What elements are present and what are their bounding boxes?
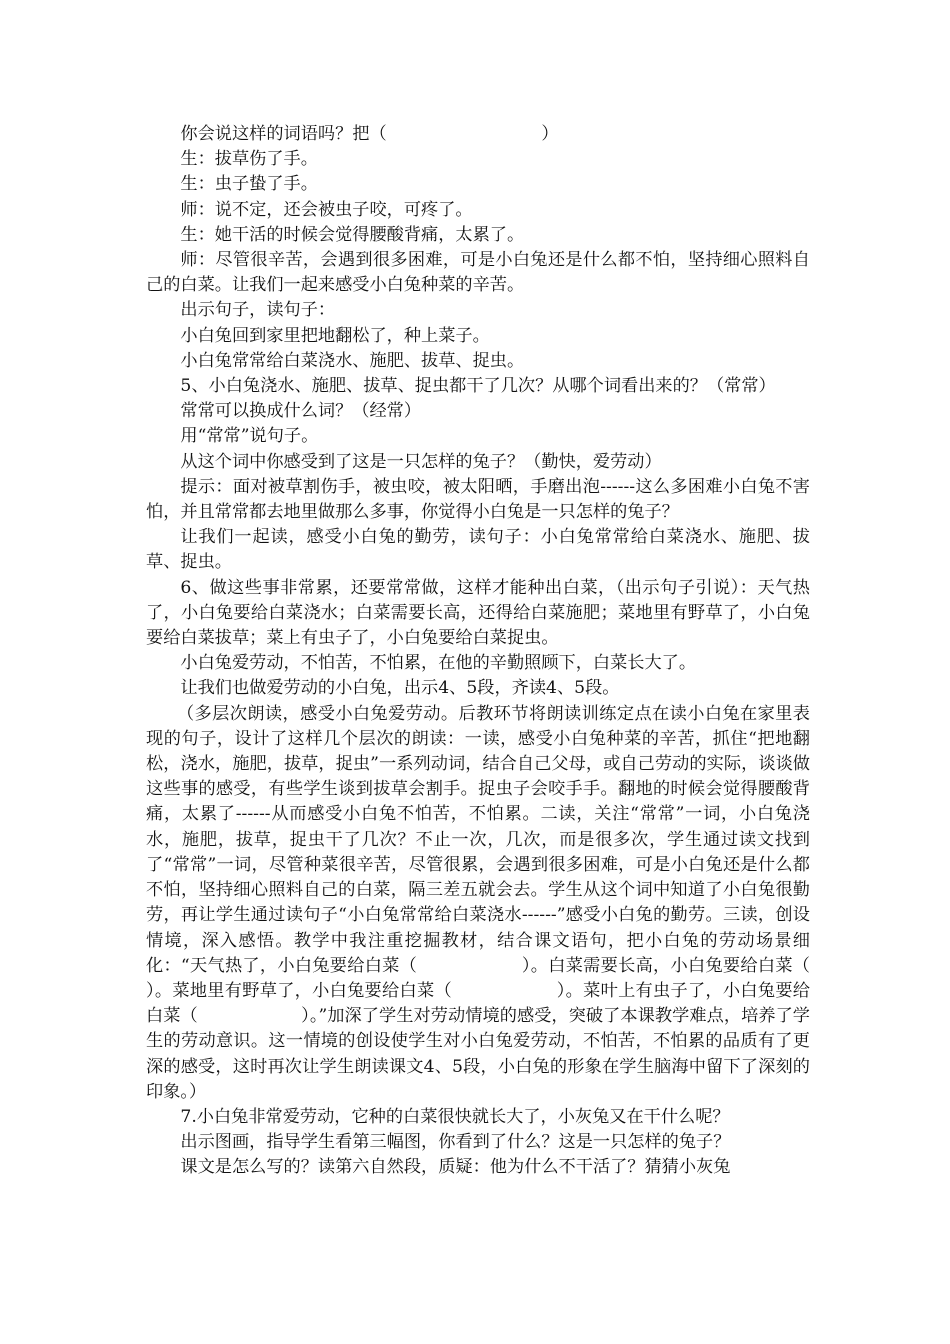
paragraph-hint: 提示：面对被草割伤手，被虫咬，被太阳晒，手磨出泡------这么多困难小白兔不害怕，并且常常都去地里做那么多事，你觉得小白兔是一只怎样的兔子？ xyxy=(146,476,810,523)
paragraph-step-7: 7.小白兔非常爱劳动，它种的白菜很快就长大了，小灰兔又在干什么呢？ xyxy=(180,1106,730,1127)
paragraph-student-answer-1: 生：拔草伤了手。 xyxy=(180,149,318,170)
paragraph-student-answer-2: 生：虫子蛰了手。 xyxy=(180,174,318,195)
paragraph-prompt-question: 你会说这样的词语吗？把（ ） xyxy=(180,124,559,144)
paragraph-step-5: 5、小白兔浇水、施肥、拔草、捉虫都干了几次？从哪个词看出来的？（常常） xyxy=(180,376,776,397)
paragraph-summary: 小白兔爱劳动，不怕苦，不怕累，在他的辛勤照顾下，白菜长大了。 xyxy=(180,653,697,674)
document-page xyxy=(146,122,914,1181)
paragraph-read-together: 让我们一起读，感受小白兔的勤劳，读句子：小白兔常常给白菜浇水、施肥、拔草、捉虫。 xyxy=(146,527,810,573)
paragraph-sentence-2: 小白兔常常给白菜浇水、施肥、拔草、捉虫。 xyxy=(180,350,525,371)
paragraph-show-sentence: 出示句子，读句子： xyxy=(180,300,336,321)
paragraph-step-6: 6、做这些事非常累，还要常常做，这样才能种出白菜，（出示句子引说）：天气热了，小白兔要给白菜浇水；白菜需要长高，还得给白菜施肥；菜地里有野草了，小白兔要给白菜拔草；菜上有虫子了，小白兔要给白菜捉虫。 xyxy=(146,577,810,649)
paragraph-text-question: 课文是怎么写的？读第六自然段，质疑：他为什么不干活了？猜猜小灰兔 xyxy=(180,1157,731,1178)
paragraph-teacher-remark-2: 师：尽管很辛苦，会遇到很多困难，可是小白兔还是什么都不怕，坚持细心照料自己的白菜。让我们一起来感受小白兔种菜的辛苦。 xyxy=(146,250,810,296)
paragraph-student-answer-3: 生：她干活的时候会觉得腰酸背痛，太累了。 xyxy=(180,224,525,245)
paragraph-read-sections: 让我们也做爱劳动的小白兔，出示4、5段，齐读4、5段。 xyxy=(180,678,620,699)
paragraph-sentence-1: 小白兔回到家里把地翻松了，种上菜子。 xyxy=(180,325,490,346)
paragraph-make-sentence: 用“常常”说句子。 xyxy=(180,426,319,447)
paragraph-synonym: 常常可以换成什么词？（经常） xyxy=(180,401,422,422)
paragraph-show-picture: 出示图画，指导学生看第三幅图，你看到了什么？这是一只怎样的兔子？ xyxy=(180,1132,731,1153)
paragraph-reflection: （多层次朗读，感受小白兔爱劳动。后教环节将朗读训练定点在读小白兔在家里表现的句子，设计了这样几个层次的朗读：一读，感受小白兔种菜的辛苦，抓住“把地翻松，浇水，施肥，拔草，捉虫”一系列动词，结合自己父母，或自己劳动的实际，谈谈做这些事的感受，有些学生谈到拔草会割手。捉虫子会咬手手。翻地的时候会觉得腰酸背痛，太累了------从而感受小白兔不怕苦，不怕累。二读，关注“常常”一词，小白兔浇水，施肥，拔草，捉虫干了几次？不止一次，几次，而是很多次，学生通过读文找到了“常常”一词，尽管种菜很辛苦，尽管很累，会遇到很多困难，可是小白兔还是什么都不怕，坚持细心照料自己的白菜，隔三差五就会去。学生从这个词中知道了小白兔很勤劳，再让学生通过读句子“小白兔常常给白菜浇水------”感受小白兔的勤劳。三读，创设情境，深入感悟。教学中我注重挖掘教材，结合课文语句，把小白兔的劳动场景细化：“天气热了，小白兔要给白菜（ ）。白菜需要长高，小白兔要给白菜（ ）。菜地里有野草了，小白兔要给白菜（ ）。菜叶上有虫子了，小白兔要给白菜（ ）。”加深了学生对劳动情境的感受，突破了本课教学难点，培养了学生的劳动意识。这一情境的创设使学生对小白兔爱劳动，不怕苦，不怕累的品质有了更深的感受，这时再次让学生朗读课文4、5段，小白兔的形象在学生脑海中留下了深刻的印象。） xyxy=(146,703,914,1102)
paragraph-feeling-question: 从这个词中你感受到了这是一只怎样的兔子？（勤快，爱劳动） xyxy=(180,451,662,472)
paragraph-teacher-remark-1: 师：说不定，还会被虫子咬，可疼了。 xyxy=(180,199,473,220)
